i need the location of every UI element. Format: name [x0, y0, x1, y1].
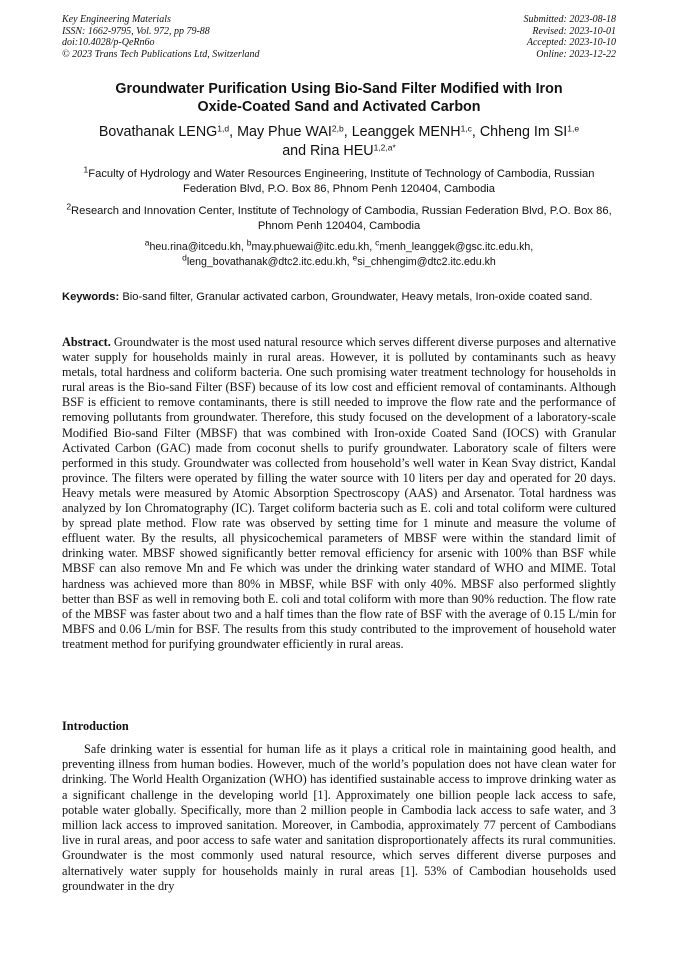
email-address[interactable]: menh_leanggek@gsc.itc.edu.kh, [379, 241, 534, 253]
keywords-label: Keywords: [62, 291, 120, 303]
email-mark: a [144, 237, 150, 248]
date-submitted: Submitted: 2023-08-18 [523, 14, 616, 25]
keywords-text: Bio-sand filter, Granular activated carbon, Groundwater, Heavy metals, Iron-oxide coated sand. [122, 291, 593, 303]
author-affiliation-mark: 1,e [567, 123, 580, 134]
title-line-2: Oxide-Coated Sand and Activated Carbon [197, 99, 481, 115]
affiliation-2 [62, 201, 616, 234]
author-name: Bovathanak LENG [98, 124, 218, 140]
email-mark: b [246, 237, 252, 248]
email-address[interactable]: si_chhengim@dtc2.itc.edu.kh [357, 255, 496, 268]
date-accepted: Accepted: 2023-10-10 [526, 37, 616, 48]
journal-issn: ISSN: 1662-9795, Vol. 972, pp 79-88 [62, 25, 210, 37]
keywords-section [62, 290, 616, 305]
author-name: and Rina HEU [282, 143, 374, 159]
email-address[interactable]: leng_bovathanak@dtc2.itc.edu.kh, [186, 255, 353, 268]
email-mark: d [182, 251, 187, 262]
submission-dates [524, 14, 617, 60]
author-emails [62, 237, 616, 269]
affiliation-text: Research and Innovation Center, Institute of Technology of Cambodia, Russian Federation Blvd, P.O. Box 86, Phnom Penh 120404, Cambodia [71, 205, 612, 232]
author-affiliation-mark: 1,c [460, 123, 472, 134]
author-name: May Phue WAI [237, 124, 332, 140]
date-revised: Revised: 2023-10-01 [532, 25, 616, 37]
author-separator: , [229, 124, 238, 140]
date-online: Online: 2023-12-22 [536, 48, 616, 60]
author-affiliation-mark: 1,d [217, 123, 230, 134]
journal-doi: doi:10.4028/p-QeRn6o [62, 37, 155, 48]
email-address[interactable]: may.phuewai@itc.edu.kh, [251, 241, 376, 253]
author-name: Leanggek MENH [351, 124, 461, 140]
affiliation-mark: 1 [83, 164, 89, 175]
journal-info [62, 14, 260, 60]
abstract-section [62, 335, 616, 652]
author-affiliation-mark: 2,b [331, 123, 344, 134]
email-address[interactable]: heu.rina@itcedu.kh, [149, 241, 247, 253]
affiliation-1 [62, 164, 616, 197]
author-name: Chheng Im SI [479, 124, 568, 140]
journal-name: Key Engineering Materials [62, 14, 171, 25]
email-mark: e [352, 251, 358, 262]
author-separator: , [343, 124, 352, 140]
abstract-text: Groundwater is the most used natural resource which serves different diverse purposes and alternative water supply for households mainly in rural areas. However, it is polluted by contaminants such as heavy metals, total hardness and coliform bacteria. One such promising water treatment technology for households in rural areas is the Bio-sand Filter (BSF) because of its low cost and efficient removal of contaminants. Although BSF is efficient to remove contaminants, there is still needed to improve the flow rate and the performance of removing pollutants from groundwater. Therefore, this study focused on the development of a laboratory-scale Modified Bio-sand Filter (MBSF) that was combined with Iron-oxide Coated Sand (IOCS) with Granular Activated Carbon (GAC) made from coconut shells to purify groundwater. Laboratory scale of filters were performed in this study. Groundwater was collected from household’s well water in Kean Svay district, Kandal province. The filters were operated by filling the water source with 10 liters per day and operated for 20 days. Heavy metals were measured by Atomic Absorption Spectroscopy (AAS) and Arsenator. Total hardness was analyzed by Ion Chromatography (IC). Target coliform bacteria such as E. coli and total coliform were cultured by spread plate method. Flow rate was observed by setting time for 1 minute and measure the volume of effluent water. By the results, all physicochemical parameters of MBSF were within the standard limit of drinking water. MBSF showed significantly better removal efficiency for arsenic with 100% than BSF while MBSF can also remove Mn and Fe which was under the drinking water standard of WHO and MIME. Total hardness was achieved more than 80% in MBSF, while BSF with only 40%. MBSF also performed slightly better than BSF as well in removing both E. coli and total coliform with more than 90% reduction. The flow rate of the MBSF was faster about two and a half times than the flow rate of BSF with the average of 0.15 L/min for MBFS and 0.06 L/min for BSF. The results from this study contributed to the improvement of household water treatment method for purifying groundwater efficiently in rural areas. [62, 335, 616, 651]
paper-title [62, 80, 616, 116]
author-affiliation-mark: 1,2,a* [373, 142, 396, 153]
affiliation-mark: 2 [66, 201, 72, 212]
journal-copyright: © 2023 Trans Tech Publications Ltd, Switzerland [62, 48, 260, 60]
email-mark: c [375, 237, 380, 248]
abstract-label: Abstract. [62, 335, 111, 349]
title-line-1: Groundwater Purification Using Bio-Sand Filter Modified with Iron [115, 81, 563, 97]
affiliation-text: Faculty of Hydrology and Water Resources Engineering, Institute of Technology of Cambodia, Russian Federation Blvd, P.O. Box 86, Phnom Penh 120404, Cambodia [88, 168, 595, 195]
introduction-heading: Introduction [62, 719, 129, 733]
introduction-paragraph: Safe drinking water is essential for human life as it plays a critical role in maintaining good health, and preventing illness from human bodies. However, much of the world’s population does not have clean water for drinking. The World Health Organization (WHO) has identified sustainable access to improve drinking water as a significant challenge in the developing world [1]. Approximately one billion people lack access to safe, potable water globally. Specifically, more than 2 million people in Cambodia lack access to safe water, and 3 million lack access to improved sanitation. Moreover, in Cambodia, approximately 77 percent of Cambodians live in rural areas, and poor access to safe water and sanitation disproportionately affects its rural communities. Groundwater is the most commonly used natural resource, which serves different diverse purposes and alternatively water supply for households mainly in rural areas [1]. 53% of Cambodian households used groundwater in the dry [62, 742, 616, 893]
author-separator: , [471, 124, 480, 140]
author-list [62, 123, 616, 161]
